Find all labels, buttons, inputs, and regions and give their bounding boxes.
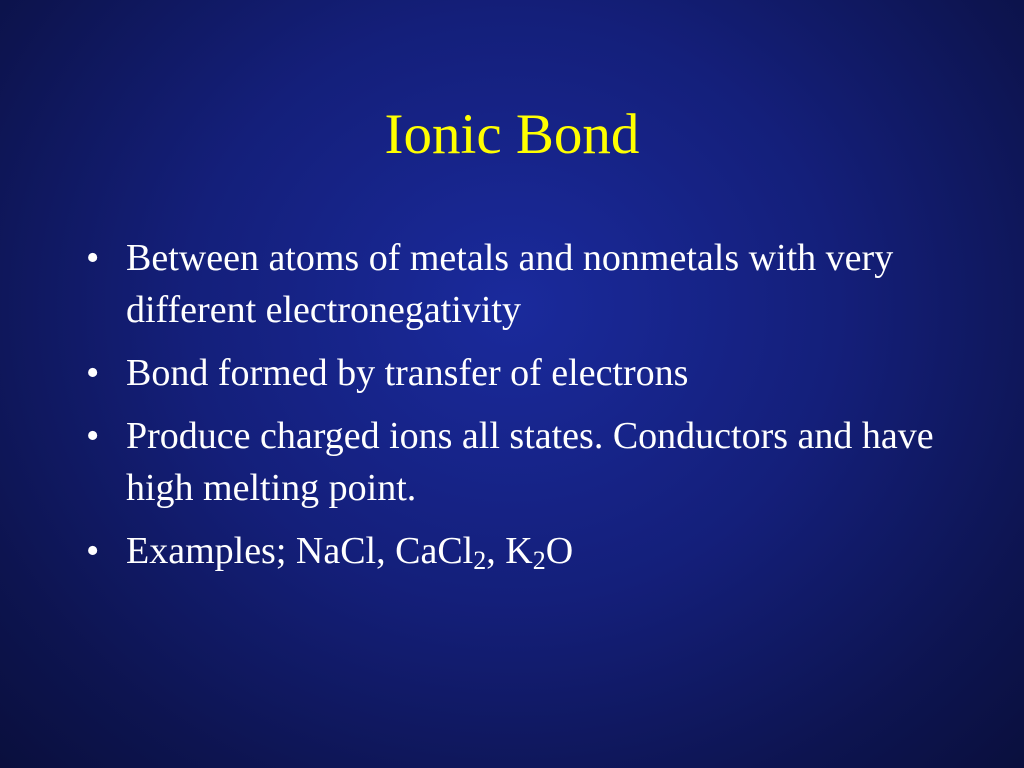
bullet-icon: • [86, 352, 100, 394]
bullet-item [86, 347, 966, 399]
slide-title: Ionic Bond [384, 103, 640, 166]
bullet-text: Between atoms of metals and nonmetals with very different electronegativity [126, 237, 894, 331]
examples-suffix: O [545, 530, 574, 572]
bullet-text: Bond formed by transfer of electrons [126, 352, 689, 394]
examples-mid: , K [486, 530, 533, 572]
bullet-text: Produce charged ions all states. Conductors and have high melting point. [126, 415, 934, 509]
bullet-list [86, 232, 966, 588]
bullet-icon: • [86, 530, 100, 572]
subscript: 2 [473, 546, 487, 575]
examples-prefix: Examples; NaCl, CaCl [126, 530, 474, 572]
bullet-item [86, 232, 966, 336]
bullet-item-examples [86, 525, 966, 577]
bullet-icon: • [86, 415, 100, 457]
bullet-icon: • [86, 237, 100, 279]
subscript: 2 [532, 546, 546, 575]
bullet-item [86, 410, 966, 514]
examples-text [126, 530, 574, 575]
